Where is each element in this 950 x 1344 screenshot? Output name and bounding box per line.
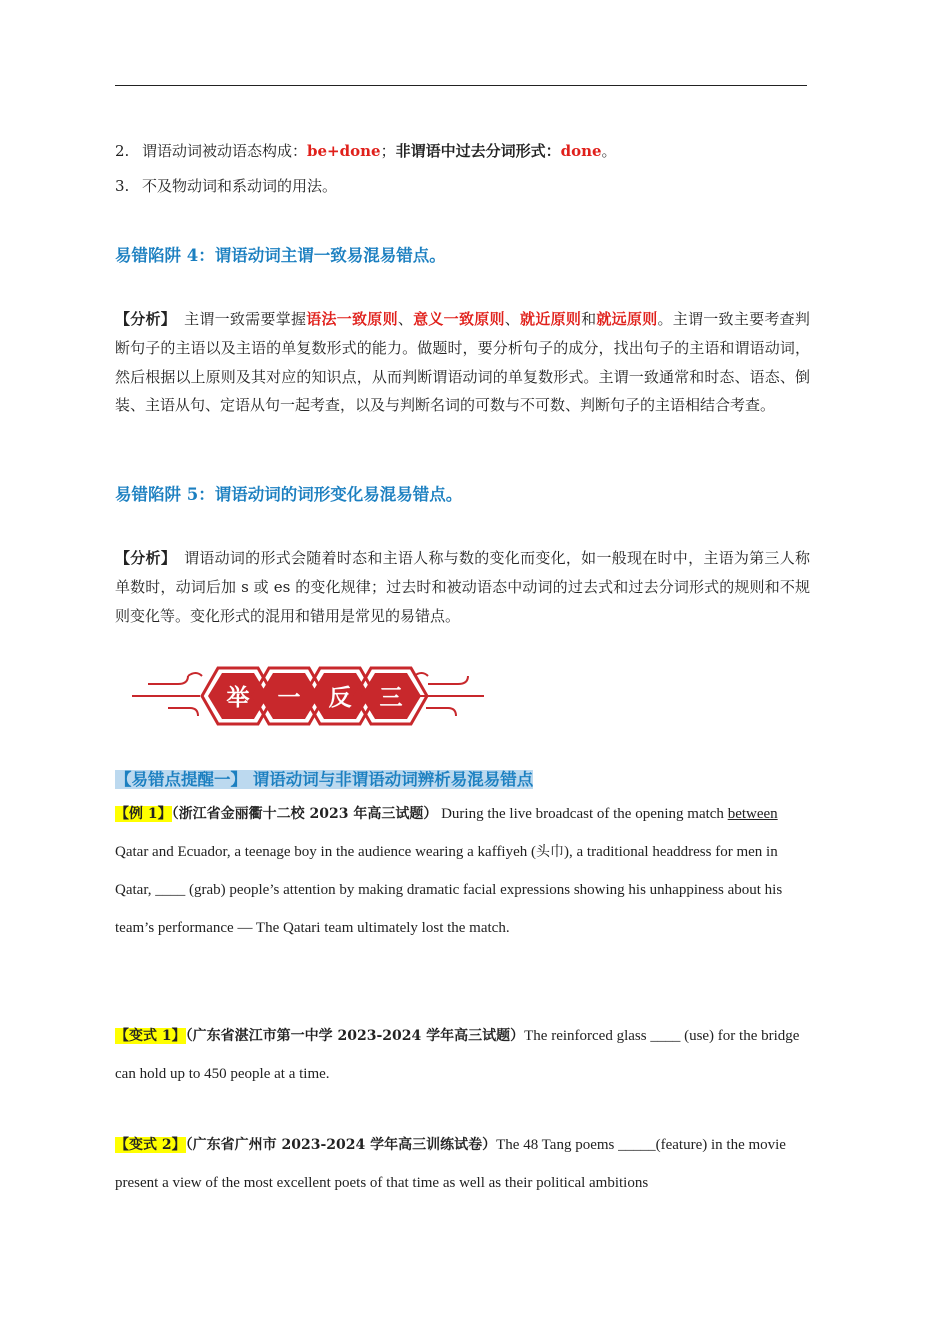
reminder-heading: 【易错点提醒一】 谓语动词与非谓语动词辨析易混易错点 — [115, 770, 534, 789]
list-item: 2. 谓语动词被动语态构成：be+done；非谓语中过去分词形式：done。 — [115, 142, 617, 160]
variant-2: 【变式 2】（广东省广州市 2023-2024 学年高三训练试卷）The 48 Tang poems _____(feature) in the movie present a view of the most excellent poets of that time as well as their political ambitions — [115, 1137, 786, 1191]
example-1: 【例 1】（浙江省金丽衢十二校 2023 年高三试题） During the live broadcast of the opening match between Qatar and Ecuador, a teenage boy in the audience wearing a kaffiyeh (头巾), a traditional headdress for men in Qatar, ____ (grab) people’s attention by making dramatic facial expressions showing his unhappiness about his team’s performance — The Qatari team ultimately lost the match. — [115, 806, 783, 936]
header-rule — [115, 85, 807, 86]
trap5-analysis: 【分析】 谓语动词的形式会随着时态和主语人称与数的变化而变化，如一般现在时中，主语为第三人称单数时，动词后加 s 或 es 的变化规律；过去时和被动语态中动词的过去式和过去分词形式的规则和不规则变化等。变化形式的混用和错用是常见的易错点。 — [115, 549, 810, 625]
variant-1: 【变式 1】（广东省湛江市第一中学 2023-2024 学年高三试题）The reinforced glass ____ (use) for the bridge can hold up to 450 people at a time. — [115, 1028, 800, 1082]
banner-graphic — [128, 662, 488, 730]
trap4-analysis: 【分析】 主谓一致需要掌握语法一致原则、意义一致原则、就近原则和就远原则。主谓一致主要考查判断句子的主语以及主语的单复数形式的能力。做题时，要分析句子的成分，找出句子的主语和谓语动词，然后根据以上原则及其对应的知识点，从而判断谓语动词的单复数形式。主谓一致通常和时态、语态、倒装、主语从句、定语从句一起考查，以及与判断名词的可数与不可数、判断句子的主语相结合考查。 — [115, 310, 810, 415]
trap4-heading: 易错陷阱 4：谓语动词主谓一致易混易错点。 — [115, 246, 446, 265]
banner-char: 举 — [226, 685, 250, 711]
left-cloud-ornament — [132, 673, 202, 716]
banner-char: 三 — [379, 685, 403, 711]
banner-char: 一 — [277, 685, 301, 711]
banner-char: 反 — [328, 685, 352, 711]
trap5-heading: 易错陷阱 5：谓语动词的词形变化易混易错点。 — [115, 485, 463, 504]
list-item: 3. 不及物动词和系动词的用法。 — [115, 177, 338, 195]
